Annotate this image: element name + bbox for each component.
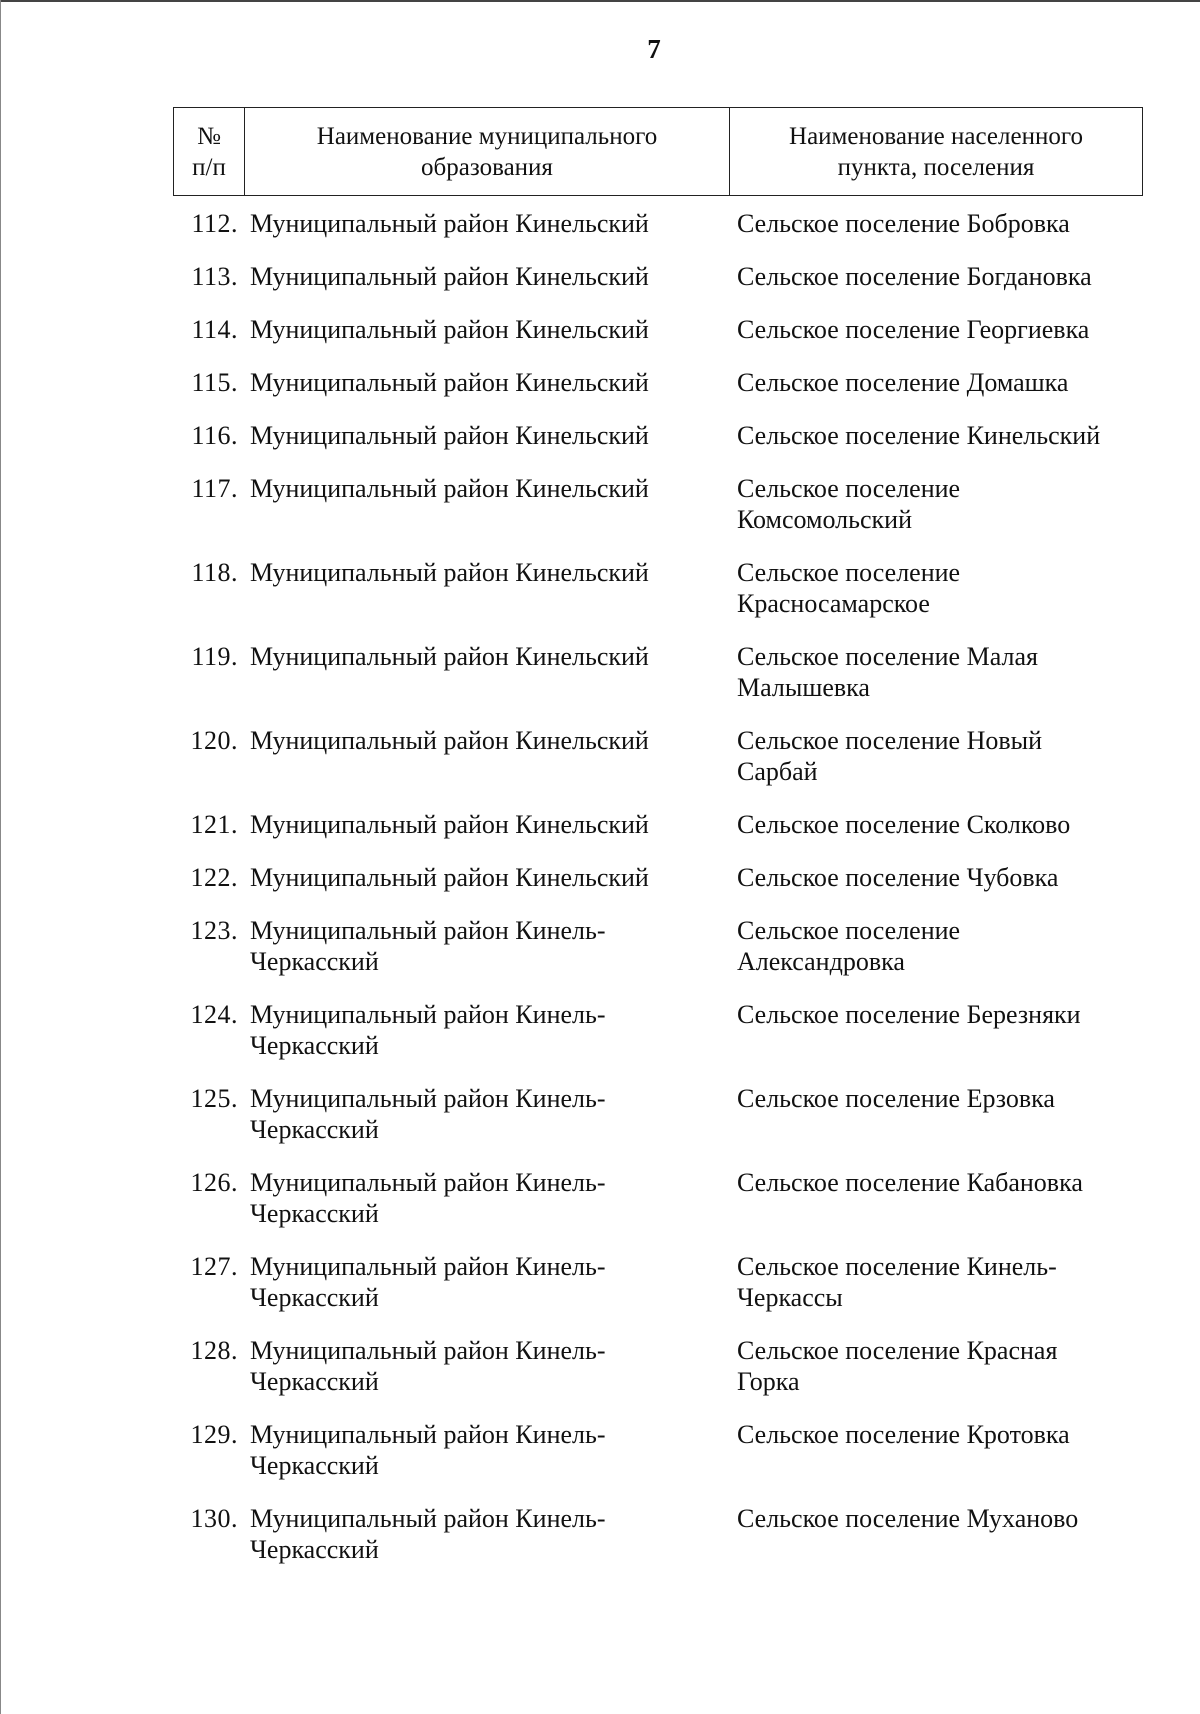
row-municipality: Муниципальный район Кинельский: [250, 262, 649, 291]
row-number: 120.: [190, 726, 238, 755]
scan-left-edge: [0, 0, 1, 1714]
table-row: [173, 1335, 1143, 1397]
table-row: [173, 999, 1143, 1061]
row-number: 116.: [191, 421, 238, 450]
row-settlement: Сельское поселение Александровка: [737, 916, 961, 976]
row-municipality: Муниципальный район Кинельский: [250, 209, 649, 238]
row-settlement: Сельское поселение Красносамарское: [737, 558, 961, 618]
row-settlement: Сельское поселение Муханово: [737, 1504, 1079, 1533]
row-municipality: Муниципальный район Кинель- Черкасский: [250, 1000, 606, 1060]
row-number: 128.: [190, 1336, 238, 1365]
row-municipality: Муниципальный район Кинель- Черкасский: [250, 916, 606, 976]
row-settlement: Сельское поселение Чубовка: [737, 863, 1059, 892]
row-municipality: Муниципальный район Кинельский: [250, 810, 649, 839]
row-settlement: Сельское поселение Домашка: [737, 368, 1069, 397]
table-row: [173, 1251, 1143, 1313]
row-settlement: Сельское поселение Бобровка: [737, 209, 1070, 238]
row-municipality: Муниципальный район Кинельский: [250, 474, 649, 503]
table-row: [173, 557, 1143, 619]
row-settlement: Сельское поселение Кинель- Черкассы: [737, 1252, 1057, 1312]
table-row: [173, 261, 1143, 292]
row-number: 129.: [190, 1420, 238, 1449]
row-number: 117.: [191, 474, 238, 503]
table-row: [173, 208, 1143, 239]
header-municipality: Наименование муниципального образования: [245, 108, 730, 195]
row-municipality: Муниципальный район Кинельский: [250, 558, 649, 587]
table-row: [173, 1419, 1143, 1481]
row-municipality: Муниципальный район Кинельский: [250, 726, 649, 755]
row-settlement: Сельское поселение Богдановка: [737, 262, 1092, 291]
row-number: 118.: [191, 558, 238, 587]
row-settlement: Сельское поселение Березняки: [737, 1000, 1081, 1029]
row-number: 123.: [190, 916, 238, 945]
table-row: [173, 420, 1143, 451]
row-municipality: Муниципальный район Кинельский: [250, 863, 649, 892]
table-row: [173, 725, 1143, 787]
row-settlement: Сельское поселение Георгиевка: [737, 315, 1090, 344]
table-row: [173, 641, 1143, 703]
row-municipality: Муниципальный район Кинель- Черкасский: [250, 1504, 606, 1564]
row-settlement: Сельское поселение Малая Малышевка: [737, 642, 1038, 702]
table-header: [173, 107, 1143, 196]
settlements-table: [173, 107, 1143, 1587]
row-number: 126.: [190, 1168, 238, 1197]
header-settlement: Наименование населенного пункта, поселения: [789, 122, 1083, 181]
row-number: 130.: [190, 1504, 238, 1533]
row-settlement: Сельское поселение Комсомольский: [737, 474, 961, 534]
row-municipality: Муниципальный район Кинель- Черкасский: [250, 1084, 606, 1144]
row-number: 113.: [191, 262, 238, 291]
row-municipality: Муниципальный район Кинель- Черкасский: [250, 1168, 606, 1228]
page-number: 7: [647, 34, 661, 64]
row-settlement: Сельское поселение Кабановка: [737, 1168, 1083, 1197]
row-municipality: Муниципальный район Кинель- Черкасский: [250, 1420, 606, 1480]
table-row: [173, 367, 1143, 398]
table-body: [173, 208, 1143, 1565]
row-number: 114.: [191, 315, 238, 344]
row-settlement: Сельское поселение Красная Горка: [737, 1336, 1058, 1396]
row-number: 119.: [191, 642, 238, 671]
table-row: [173, 1167, 1143, 1229]
table-row: [173, 1083, 1143, 1145]
row-number: 121.: [190, 810, 238, 839]
row-settlement: Сельское поселение Сколково: [737, 810, 1071, 839]
row-number: 115.: [191, 368, 238, 397]
row-settlement: Сельское поселение Ерзовка: [737, 1084, 1055, 1113]
header-number: № п/п: [174, 108, 245, 195]
table-row: [173, 1503, 1143, 1565]
table-row: [173, 809, 1143, 840]
row-municipality: Муниципальный район Кинельский: [250, 315, 649, 344]
row-settlement: Сельское поселение Кротовка: [737, 1420, 1070, 1449]
row-number: 124.: [190, 1000, 238, 1029]
row-settlement: Сельское поселение Новый Сарбай: [737, 726, 1043, 786]
table-row: [173, 915, 1143, 977]
scan-top-edge: [0, 0, 1200, 2]
row-number: 125.: [190, 1084, 238, 1113]
row-settlement: Сельское поселение Кинельский: [737, 421, 1101, 450]
row-number: 122.: [190, 863, 238, 892]
row-number: 127.: [190, 1252, 238, 1281]
table-row: [173, 314, 1143, 345]
row-number: 112.: [191, 209, 238, 238]
table-row: [173, 473, 1143, 535]
row-municipality: Муниципальный район Кинельский: [250, 642, 649, 671]
row-municipality: Муниципальный район Кинельский: [250, 368, 649, 397]
table-row: [173, 862, 1143, 893]
row-municipality: Муниципальный район Кинельский: [250, 421, 649, 450]
row-municipality: Муниципальный район Кинель- Черкасский: [250, 1252, 606, 1312]
row-municipality: Муниципальный район Кинель- Черкасский: [250, 1336, 606, 1396]
